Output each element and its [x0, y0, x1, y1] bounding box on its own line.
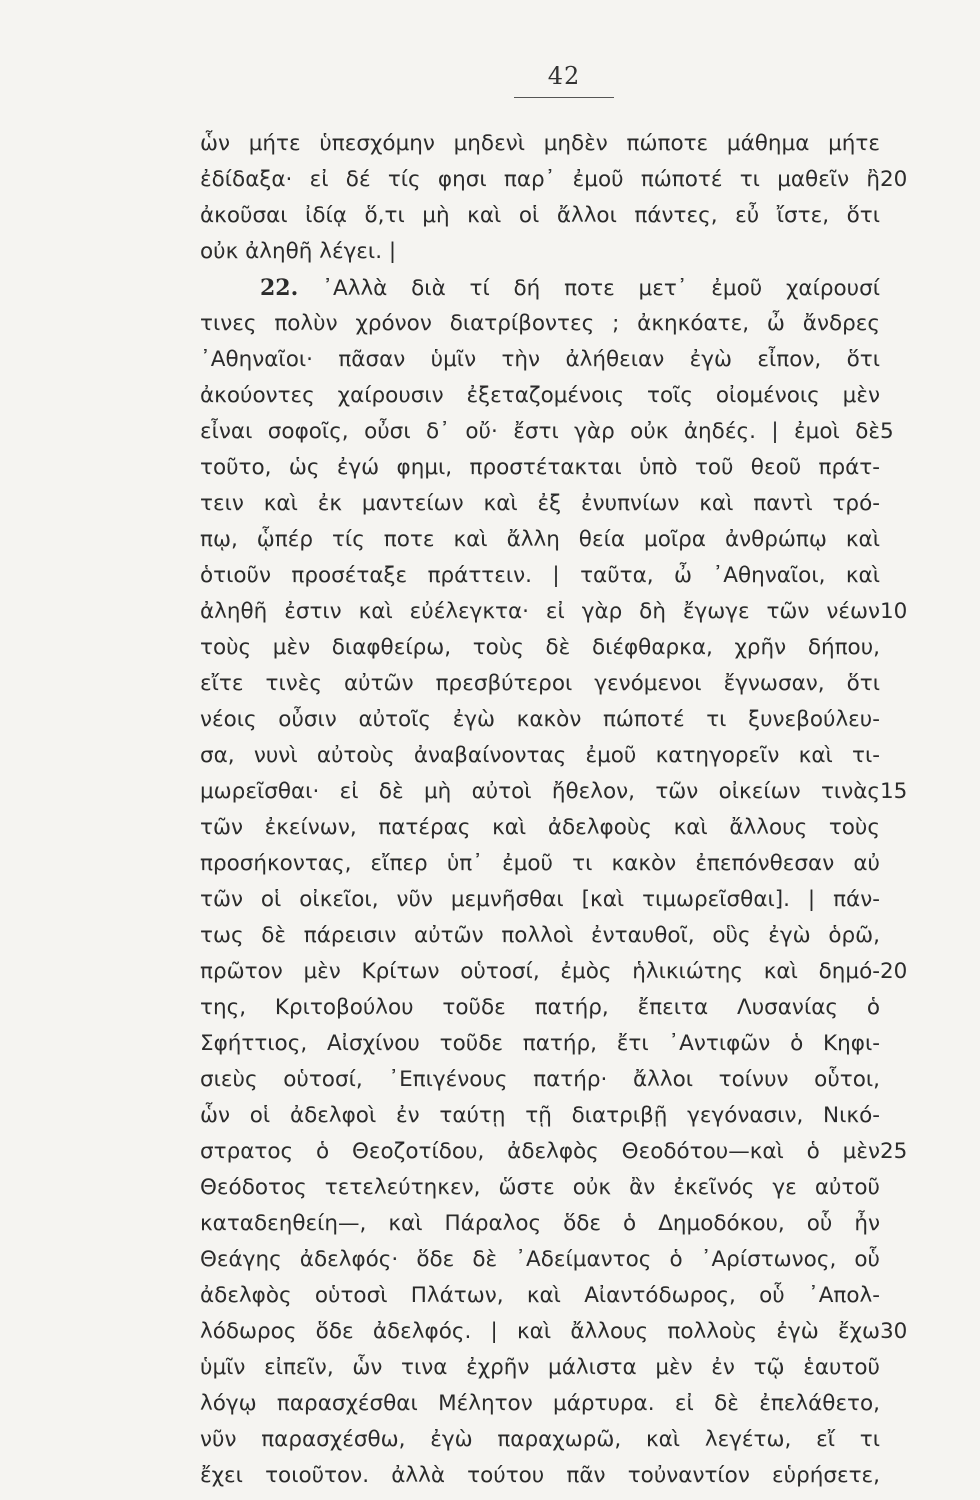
text-line-1: ὧν μήτε ὑπεσχόμην μηδενὶ μηδὲν πώποτε μάθημα μήτε	[200, 131, 880, 156]
margin-line-number: 10	[880, 599, 908, 624]
text-line-19: μωρεῖσθαι· εἰ δὲ μὴ αὐτοὶ ἤθελον, τῶν οἰκείων τινὰς	[200, 779, 880, 804]
section-number: 22.	[260, 275, 299, 301]
text-line-20: τῶν ἐκείνων, πατέρας καὶ ἀδελφοὺς καὶ ἄλλους τοὺς	[200, 815, 880, 840]
text-line-5: ᾿Αλλὰ διὰ τί δή ποτε μετ᾿ ἐμοῦ χαίρουσί	[322, 276, 880, 301]
text-line-29: στρατος ὁ Θεοζοτίδου, ἀδελφὸς Θεοδότου—καὶ ὁ μὲν	[200, 1139, 880, 1164]
margin-line-number: 15	[880, 779, 908, 804]
text-line-13: ὁτιοῦν προσέταξε πράττειν. | ταῦτα, ὦ ᾿Αθηναῖοι, καὶ	[200, 563, 880, 588]
text-line-3: ἀκοῦσαι ἰδίᾳ ὅ,τι μὴ καὶ οἱ ἄλλοι πάντες, εὖ ἴστε, ὅτι	[200, 203, 880, 228]
margin-line-number: 5	[880, 419, 894, 444]
text-line-24: πρῶτον μὲν Κρίτων οὑτοσί, ἐμὸς ἡλικιώτης καὶ δημό-	[200, 959, 880, 984]
text-line-31: καταδεηθείη—, καὶ Πάραλος ὅδε ὁ Δημοδόκου, οὗ ἦν	[200, 1211, 880, 1236]
text-line-25: της, Κριτοβούλου τοῦδε πατήρ, ἔπειτα Λυσανίας ὁ	[200, 995, 880, 1020]
text-line-4: οὐκ ἀληθῆ λέγει. |	[200, 239, 397, 264]
greek-text-block	[200, 126, 880, 1494]
page-number: 42	[547, 62, 581, 90]
margin-line-number: 25	[880, 1139, 908, 1164]
text-line-21: προσήκοντας, εἴπερ ὑπ᾿ ἐμοῦ τι κακὸν ἐπεπόνθεσαν αὐ	[200, 851, 880, 876]
text-line-32: Θεάγης ἀδελφός· ὅδε δὲ ᾿Αδείμαντος ὁ ᾿Αρίστωνος, οὗ	[200, 1247, 880, 1272]
text-line-7: ᾿Αθηναῖοι· πᾶσαν ὑμῖν τὴν ἀλήθειαν ἐγὼ εἶπον, ὅτι	[200, 347, 880, 372]
text-line-28: ὧν οἱ ἀδελφοὶ ἐν ταύτῃ τῇ διατριβῇ γεγόνασιν, Νικό-	[200, 1103, 880, 1128]
text-line-22: τῶν οἱ οἰκεῖοι, νῦν μεμνῆσθαι [καὶ τιμωρεῖσθαι]. | πάν-	[200, 887, 880, 912]
margin-line-number: 30	[880, 1319, 908, 1344]
text-line-5-section-start	[200, 270, 880, 306]
text-line-38: ἔχει τοιοῦτον. ἀλλὰ τούτου πᾶν τοὐναντίον εὑρήσετε,	[200, 1463, 880, 1488]
text-line-37: νῦν παρασχέσθω, ἐγὼ παραχωρῶ, καὶ λεγέτω, εἴ τι	[200, 1427, 880, 1452]
text-line-11: τειν καὶ ἐκ μαντείων καὶ ἐξ ἐνυπνίων καὶ παντὶ τρό-	[200, 491, 880, 516]
text-line-36: λόγῳ παρασχέσθαι Μέλητον μάρτυρα. εἰ δὲ ἐπελάθετο,	[200, 1391, 880, 1416]
text-line-2: ἐδίδαξα· εἰ δέ τίς φησι παρ᾿ ἐμοῦ πώποτέ τι μαθεῖν ἢ	[200, 167, 880, 192]
margin-line-number: 20	[880, 167, 908, 192]
text-line-14: ἀληθῆ ἐστιν καὶ εὐέλεγκτα· εἰ γὰρ δὴ ἔγωγε τῶν νέων	[200, 599, 880, 624]
text-line-30: Θεόδοτος τετελεύτηκεν, ὥστε οὐκ ἂν ἐκεῖνός γε αὐτοῦ	[200, 1175, 880, 1200]
margin-line-number: 20	[880, 959, 908, 984]
text-line-17: νέοις οὖσιν αὐτοῖς ἐγὼ κακὸν πώποτέ τι ξυνεβούλευ-	[200, 707, 880, 732]
text-line-18: σα, νυνὶ αὐτοὺς ἀναβαίνοντας ἐμοῦ κατηγορεῖν καὶ τι-	[200, 743, 880, 768]
text-line-35: ὑμῖν εἰπεῖν, ὧν τινα ἐχρῆν μάλιστα μὲν ἐν τῷ ἑαυτοῦ	[200, 1355, 880, 1380]
text-line-15: τοὺς μὲν διαφθείρω, τοὺς δὲ διέφθαρκα, χρῆν δήπου,	[200, 635, 880, 660]
text-line-16: εἴτε τινὲς αὐτῶν πρεσβύτεροι γενόμενοι ἔγνωσαν, ὅτι	[200, 671, 880, 696]
page-number-rule	[514, 97, 614, 98]
text-line-8: ἀκούοντες χαίρουσιν ἐξεταζομένοις τοῖς οἰομένοις μὲν	[200, 383, 880, 408]
text-line-27: σιεὺς οὑτοσί, ᾿Επιγένους πατήρ· ἄλλοι τοίνυν οὗτοι,	[200, 1067, 880, 1092]
text-line-9: εἶναι σοφοῖς, οὖσι δ᾿ οὔ· ἔστι γὰρ οὐκ ἀηδές. | ἐμοὶ δὲ	[200, 419, 880, 444]
text-line-26: Σφήττιος, Αἰσχίνου τοῦδε πατήρ, ἔτι ᾿Αντιφῶν ὁ Κηφι-	[200, 1031, 880, 1056]
text-line-33: ἀδελφὸς οὑτοσὶ Πλάτων, καὶ Αἰαντόδωρος, οὗ ᾿Απολ-	[200, 1283, 880, 1308]
text-line-34: λόδωρος ὅδε ἀδελφός. | καὶ ἄλλους πολλοὺς ἐγὼ ἔχω	[200, 1319, 880, 1344]
text-line-12: πῳ, ᾧπέρ τίς ποτε καὶ ἄλλη θεία μοῖρα ἀνθρώπῳ καὶ	[200, 527, 880, 552]
text-line-23: τως δὲ πάρεισιν αὐτῶν πολλοὶ ἐνταυθοῖ, οὓς ἐγὼ ὁρῶ,	[200, 923, 880, 948]
text-line-6: τινες πολὺν χρόνον διατρίβοντες ; ἀκηκόατε, ὦ ἄνδρες	[200, 311, 880, 336]
text-line-10: τοῦτο, ὡς ἐγώ φημι, προστέτακται ὑπὸ τοῦ θεοῦ πράτ-	[200, 455, 880, 480]
